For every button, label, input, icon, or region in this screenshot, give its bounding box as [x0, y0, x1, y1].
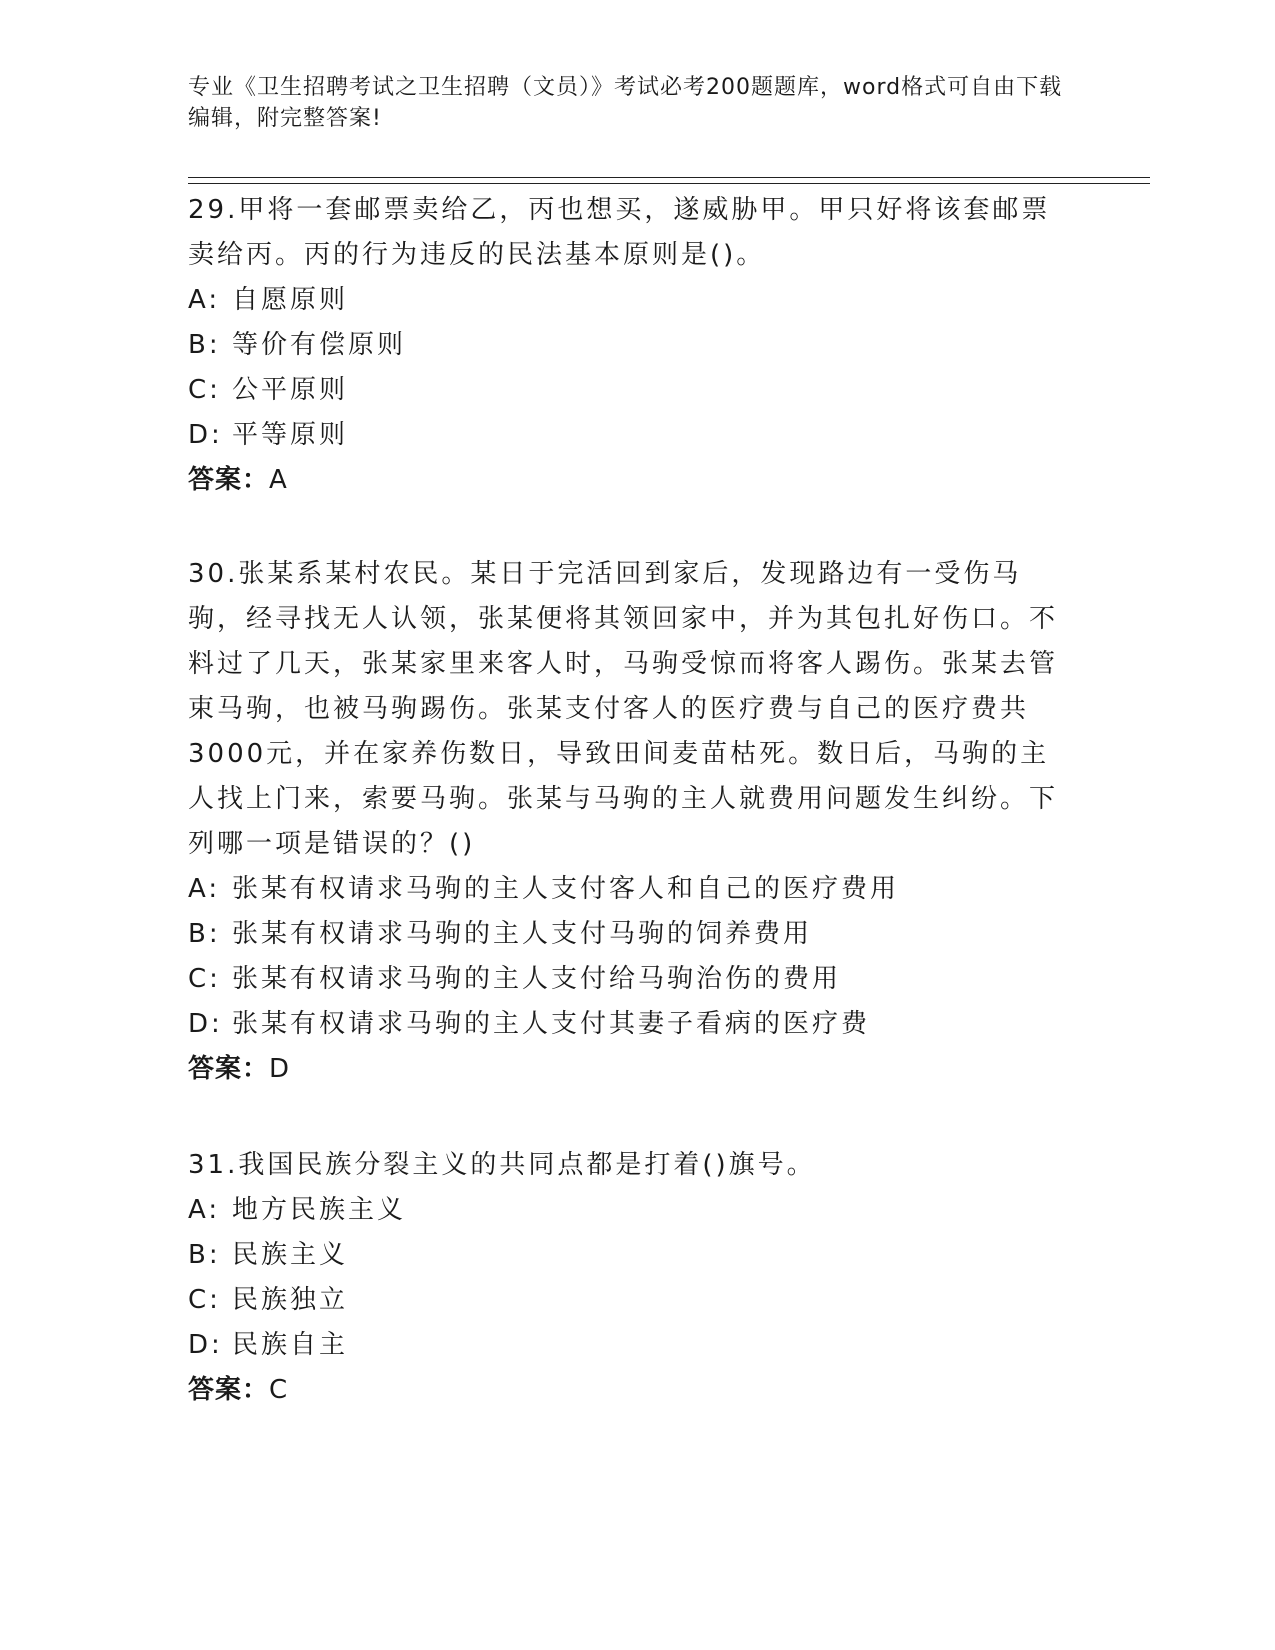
- option-key: C:: [188, 1285, 221, 1315]
- question-stem: 31.我国民族分裂主义的共同点都是打着()旗号。: [188, 1150, 816, 1180]
- option-c: [188, 957, 1068, 1002]
- option-b: [188, 1233, 1068, 1278]
- option-key: A:: [188, 1195, 221, 1225]
- answer-line: [188, 1047, 1068, 1092]
- option-a: [188, 867, 1068, 912]
- option-key: C:: [188, 375, 221, 405]
- option-text: 公平原则: [232, 375, 349, 405]
- question-29: [188, 188, 1068, 503]
- answer-value: D: [269, 1054, 291, 1084]
- option-text: 民族独立: [232, 1285, 349, 1315]
- option-b: [188, 912, 1068, 957]
- option-key: B:: [188, 919, 221, 949]
- option-c: [188, 1278, 1068, 1323]
- question-stem: 30.张某系某村农民。某日于完活回到家后，发现路边有一受伤马驹，经寻找无人认领，张某便将其领回家中，并为其包扎好伤口。不料过了几天，张某家里来客人时，马驹受惊而将客人踢伤。张某去管束马驹，也被马驹踢伤。张某支付客人的医疗费与自己的医疗费共3000元，并在家养伤数日，导致田间麦苗枯死。数日后，马驹的主人找上门来，索要马驹。张某与马驹的主人就费用问题发生纠纷。下列哪一项是错误的？(): [188, 559, 1059, 859]
- answer-line: [188, 458, 1068, 503]
- option-a: [188, 278, 1068, 323]
- option-text: 自愿原则: [232, 285, 349, 315]
- option-text: 张某有权请求马驹的主人支付给马驹治伤的费用: [232, 964, 842, 994]
- option-text: 民族主义: [232, 1240, 349, 1270]
- option-text: 张某有权请求马驹的主人支付其妻子看病的医疗费: [232, 1009, 871, 1039]
- question-30: [188, 552, 1068, 1092]
- option-text: 民族自主: [232, 1330, 349, 1360]
- answer-value: A: [269, 465, 288, 495]
- option-b: [188, 323, 1068, 368]
- option-key: A:: [188, 285, 221, 315]
- document-header: 专业《卫生招聘考试之卫生招聘（文员）》考试必考200题题库，word格式可自由下载编辑，附完整答案!: [188, 75, 1063, 131]
- question-31: [188, 1143, 1068, 1413]
- option-c: [188, 368, 1068, 413]
- option-text: 张某有权请求马驹的主人支付客人和自己的医疗费用: [232, 874, 900, 904]
- answer-label: 答案：: [188, 1054, 270, 1084]
- option-a: [188, 1188, 1068, 1233]
- question-stem: 29.甲将一套邮票卖给乙，丙也想买，遂威胁甲。甲只好将该套邮票卖给丙。丙的行为违反的民法基本原则是()。: [188, 195, 1051, 270]
- option-key: D:: [188, 420, 223, 450]
- answer-label: 答案：: [188, 1375, 270, 1405]
- option-text: 等价有偿原则: [232, 330, 407, 360]
- option-text: 张某有权请求马驹的主人支付马驹的饲养费用: [232, 919, 813, 949]
- option-d: [188, 413, 1068, 458]
- option-key: A:: [188, 874, 221, 904]
- option-key: D:: [188, 1330, 223, 1360]
- option-d: [188, 1323, 1068, 1368]
- answer-line: [188, 1368, 1068, 1413]
- header-divider-top: [188, 177, 1150, 178]
- option-d: [188, 1002, 1068, 1047]
- option-text: 地方民族主义: [232, 1195, 407, 1225]
- answer-value: C: [269, 1375, 289, 1405]
- option-text: 平等原则: [232, 420, 349, 450]
- option-key: B:: [188, 330, 221, 360]
- answer-label: 答案：: [188, 465, 270, 495]
- header-divider-bottom: [188, 183, 1150, 184]
- option-key: D:: [188, 1009, 223, 1039]
- option-key: B:: [188, 1240, 221, 1270]
- option-key: C:: [188, 964, 221, 994]
